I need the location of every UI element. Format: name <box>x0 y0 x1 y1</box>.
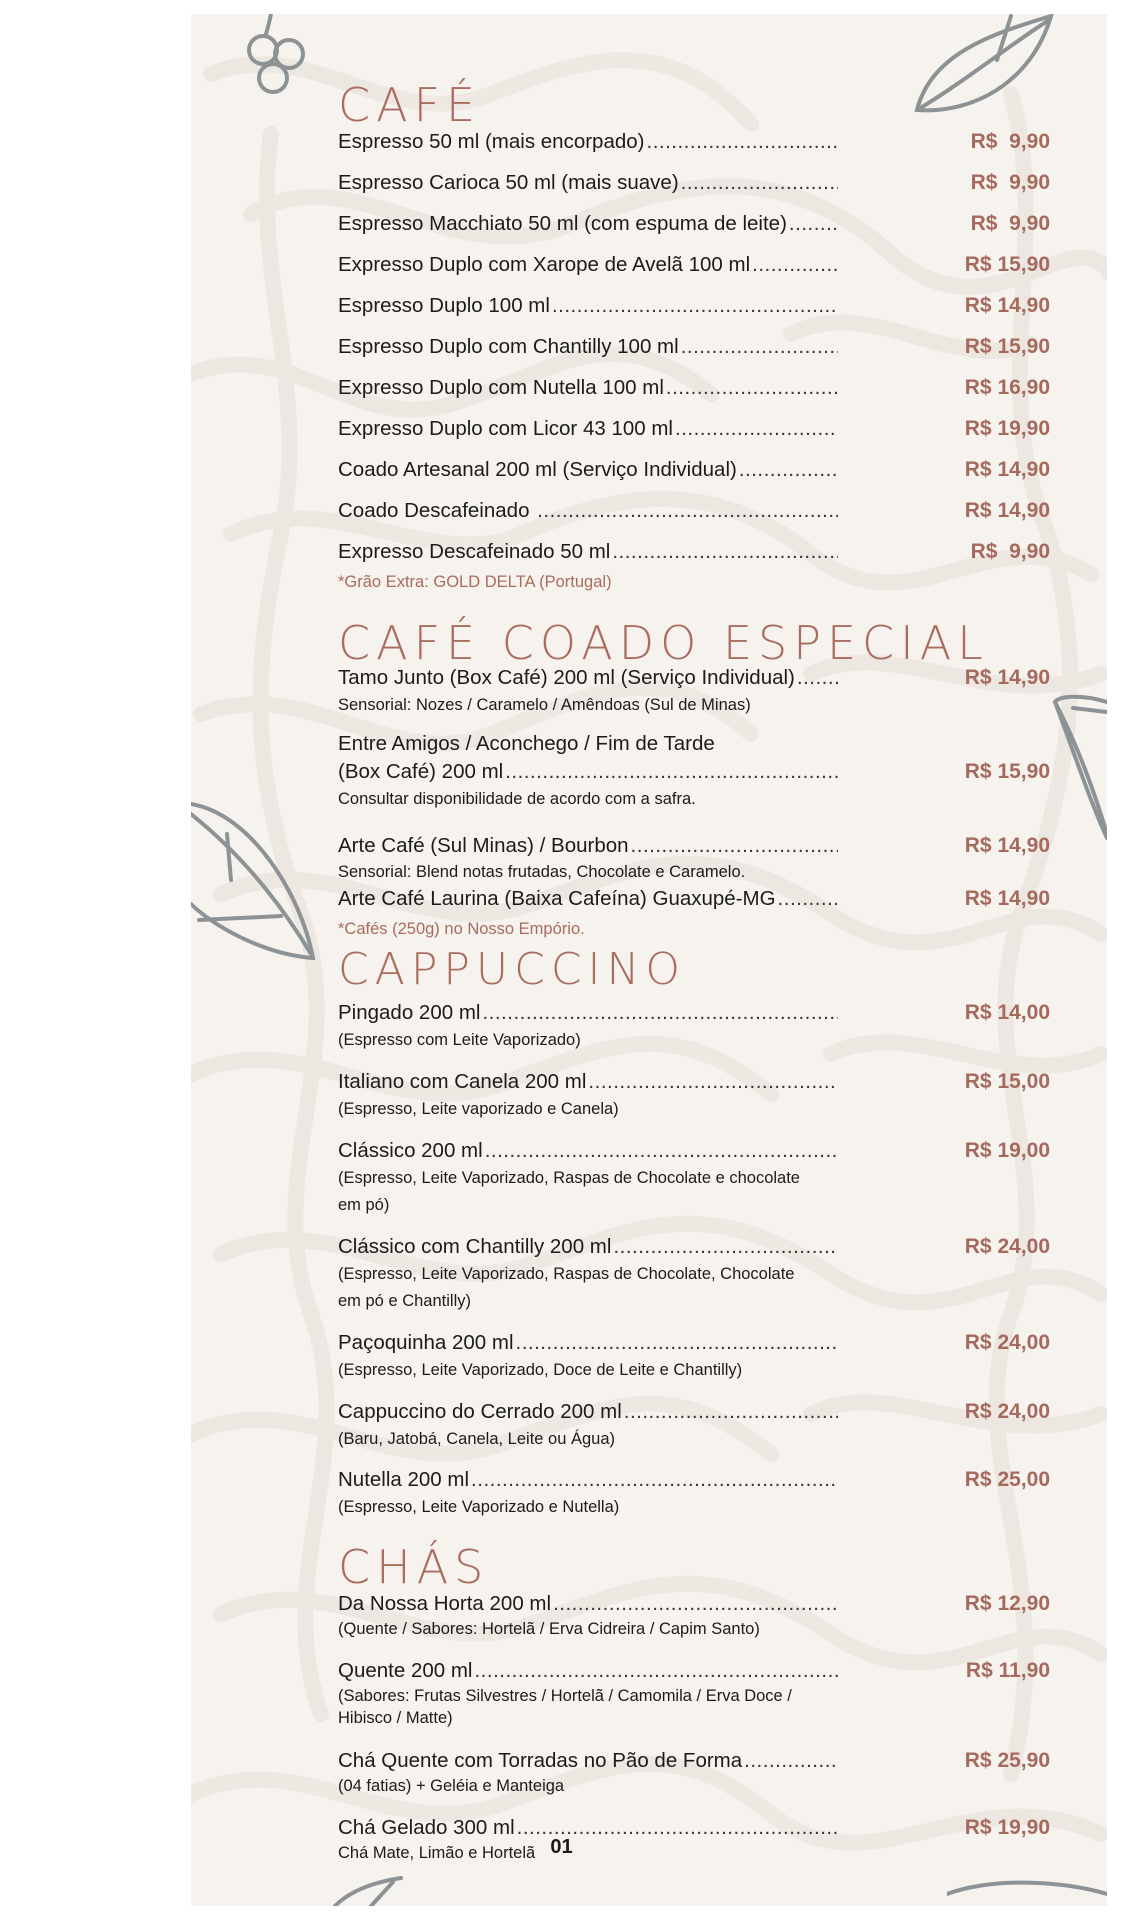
item-name: Arte Café (Sul Minas) / Bourbon ..... <box>338 832 838 860</box>
item-description: Sensorial: Nozes / Caramelo / Amêndoas (Sul de Minas) <box>338 696 751 714</box>
item-description: (Espresso, Leite Vaporizado, Raspas de Chocolate, Chocolate em pó e Chantilly) <box>338 1265 795 1310</box>
menu-item <box>338 128 1050 156</box>
item-price: R$ 14,90 <box>964 294 1050 317</box>
item-description: (Sabores: Frutas Silvestres / Hortelã / Camomila / Erva Doce / Hibisco / Matte) <box>338 1687 792 1727</box>
menu-item <box>338 1329 1050 1384</box>
menu-item <box>338 999 1050 1054</box>
menu-item <box>338 1068 1050 1123</box>
item-name: Italiano com Canela 200 ml ..... <box>338 1068 838 1096</box>
menu-item <box>338 1466 1050 1521</box>
item-name: Clássico com Chantilly 200 ml ..... <box>338 1233 838 1261</box>
section-title: CHÁS <box>338 1540 490 1594</box>
item-price: R$ 16,90 <box>964 376 1050 399</box>
item-price: R$ 11,90 <box>965 1659 1050 1682</box>
item-price: R$ 24,00 <box>964 1400 1050 1423</box>
item-price: R$ 14,90 <box>964 887 1050 910</box>
item-name: Chá Quente com Torradas no Pão de Forma ..... <box>338 1747 838 1775</box>
menu-item <box>338 730 1050 813</box>
menu-item <box>338 1590 1050 1640</box>
item-description: (04 fatias) + Geléia e Manteiga <box>338 1777 565 1795</box>
item-name: Coado Artesanal 200 ml (Serviço Individual) ..... <box>338 456 838 484</box>
menu-item <box>338 1233 1050 1315</box>
item-description: (Espresso, Leite Vaporizado, Raspas de Chocolate e chocolate em pó) <box>338 1169 800 1214</box>
item-price: R$ 14,00 <box>964 1001 1050 1024</box>
page-number: 01 <box>550 1836 573 1858</box>
item-price: R$ 15,90 <box>964 253 1050 276</box>
item-name: Expresso Duplo com Licor 43 100 ml ..... <box>338 415 838 443</box>
leaf-bottom-left-icon <box>331 1876 411 1906</box>
item-description: Consultar disponibilidade de acordo com a safra. <box>338 790 696 808</box>
item-price: R$ 14,90 <box>964 458 1050 481</box>
item-name: Clássico 200 ml ..... <box>338 1137 838 1165</box>
leaf-bottom-right-icon <box>947 1876 1107 1906</box>
menu-item <box>338 1137 1050 1219</box>
item-description: Sensorial: Blend notas frutadas, Chocolate e Caramelo. <box>338 863 746 881</box>
item-name: Espresso Duplo 100 ml ..... <box>338 292 838 320</box>
item-name: Espresso 50 ml (mais encorpado) ..... <box>338 128 838 156</box>
menu-item <box>338 538 1050 566</box>
item-price: R$ 24,00 <box>964 1331 1050 1354</box>
item-price: R$ 19,90 <box>964 1816 1050 1839</box>
item-name: Da Nossa Horta 200 ml ..... <box>338 1590 838 1618</box>
item-price: R$ 24,00 <box>964 1235 1050 1258</box>
item-price: R$ 25,00 <box>964 1468 1050 1491</box>
item-description: (Espresso, Leite Vaporizado, Doce de Leite e Chantilly) <box>338 1361 743 1379</box>
menu-item <box>338 292 1050 320</box>
item-price: R$ 15,90 <box>964 335 1050 358</box>
item-description: Chá Mate, Limão e Hortelã <box>338 1844 536 1862</box>
menu-item <box>338 333 1050 361</box>
item-description: (Espresso, Leite Vaporizado e Nutella) <box>338 1498 620 1516</box>
item-description: (Espresso com Leite Vaporizado) <box>338 1031 581 1049</box>
item-price: R$ 9,90 <box>970 212 1050 235</box>
item-name: Pingado 200 ml ..... <box>338 999 838 1027</box>
item-name: Expresso Duplo com Nutella 100 ml ..... <box>338 374 838 402</box>
item-price: R$ 19,90 <box>964 417 1050 440</box>
menu-item <box>338 1747 1050 1797</box>
item-name: Coado Descafeinado ..... <box>338 497 838 525</box>
item-price: R$ 12,90 <box>964 1592 1050 1615</box>
item-price: R$ 14,90 <box>964 666 1050 689</box>
coffee-cherries-icon <box>243 14 323 104</box>
section-note: *Grão Extra: GOLD DELTA (Portugal) <box>338 573 612 591</box>
item-price: R$ 14,90 <box>964 834 1050 857</box>
menu-item <box>338 415 1050 443</box>
item-price: R$ 25,90 <box>964 1749 1050 1772</box>
item-price: R$ 19,00 <box>964 1139 1050 1162</box>
item-name-line: Entre Amigos / Aconchego / Fim de Tarde <box>338 732 715 755</box>
leaf-right-icon <box>1051 694 1107 844</box>
item-name: Paçoquinha 200 ml ..... <box>338 1329 838 1357</box>
menu-item <box>338 664 1050 719</box>
item-name: (Box Café) 200 ml ..... <box>338 758 838 786</box>
item-price: R$ 14,90 <box>964 499 1050 522</box>
item-name: Expresso Descafeinado 50 ml ..... <box>338 538 838 566</box>
menu-item <box>338 497 1050 525</box>
item-name: Espresso Carioca 50 ml (mais suave) ..... <box>338 169 838 197</box>
menu-item <box>338 456 1050 484</box>
leaf-top-right-icon <box>901 14 1061 124</box>
item-description: (Baru, Jatobá, Canela, Leite ou Água) <box>338 1430 616 1448</box>
menu-item <box>338 1657 1050 1729</box>
menu-item <box>338 210 1050 238</box>
item-price: R$ 15,00 <box>964 1070 1050 1093</box>
menu-page <box>191 14 1107 1906</box>
section-title: CAFÉ COADO ESPECIAL <box>338 616 989 670</box>
item-name: Tamo Junto (Box Café) 200 ml (Serviço Individual) ..... <box>338 664 838 692</box>
section-title: CAFÉ <box>338 78 482 132</box>
menu-item <box>338 169 1050 197</box>
menu-item <box>338 832 1050 884</box>
item-description: (Espresso, Leite vaporizado e Canela) <box>338 1100 619 1118</box>
item-name: Espresso Duplo com Chantilly 100 ml ..... <box>338 333 838 361</box>
item-price: R$ 9,90 <box>970 130 1050 153</box>
item-name: Nutella 200 ml ..... <box>338 1466 838 1494</box>
item-price: R$ 9,90 <box>970 540 1050 563</box>
menu-item <box>338 1398 1050 1453</box>
menu-item <box>338 251 1050 279</box>
item-name: Expresso Duplo com Xarope de Avelã 100 ml ..... <box>338 251 838 279</box>
item-description: (Quente / Sabores: Hortelã / Erva Cidreira / Capim Santo) <box>338 1620 760 1638</box>
item-name: Espresso Macchiato 50 ml (com espuma de leite) ..... <box>338 210 838 238</box>
item-name: Cappuccino do Cerrado 200 ml ..... <box>338 1398 838 1426</box>
item-name: Arte Café Laurina (Baixa Cafeína) Guaxupé-MG ..... <box>338 885 838 913</box>
menu-item <box>338 885 1050 913</box>
leaf-left-icon <box>191 794 321 964</box>
item-name: Chá Gelado 300 ml ..... <box>338 1814 838 1842</box>
item-price: R$ 15,90 <box>964 760 1050 783</box>
menu-item <box>338 374 1050 402</box>
section-note: *Cafés (250g) no Nosso Empório. <box>338 920 585 938</box>
section-title: CAPPUCCINO <box>338 944 687 995</box>
item-price: R$ 9,90 <box>970 171 1050 194</box>
item-name: Quente 200 ml ..... <box>338 1657 838 1685</box>
